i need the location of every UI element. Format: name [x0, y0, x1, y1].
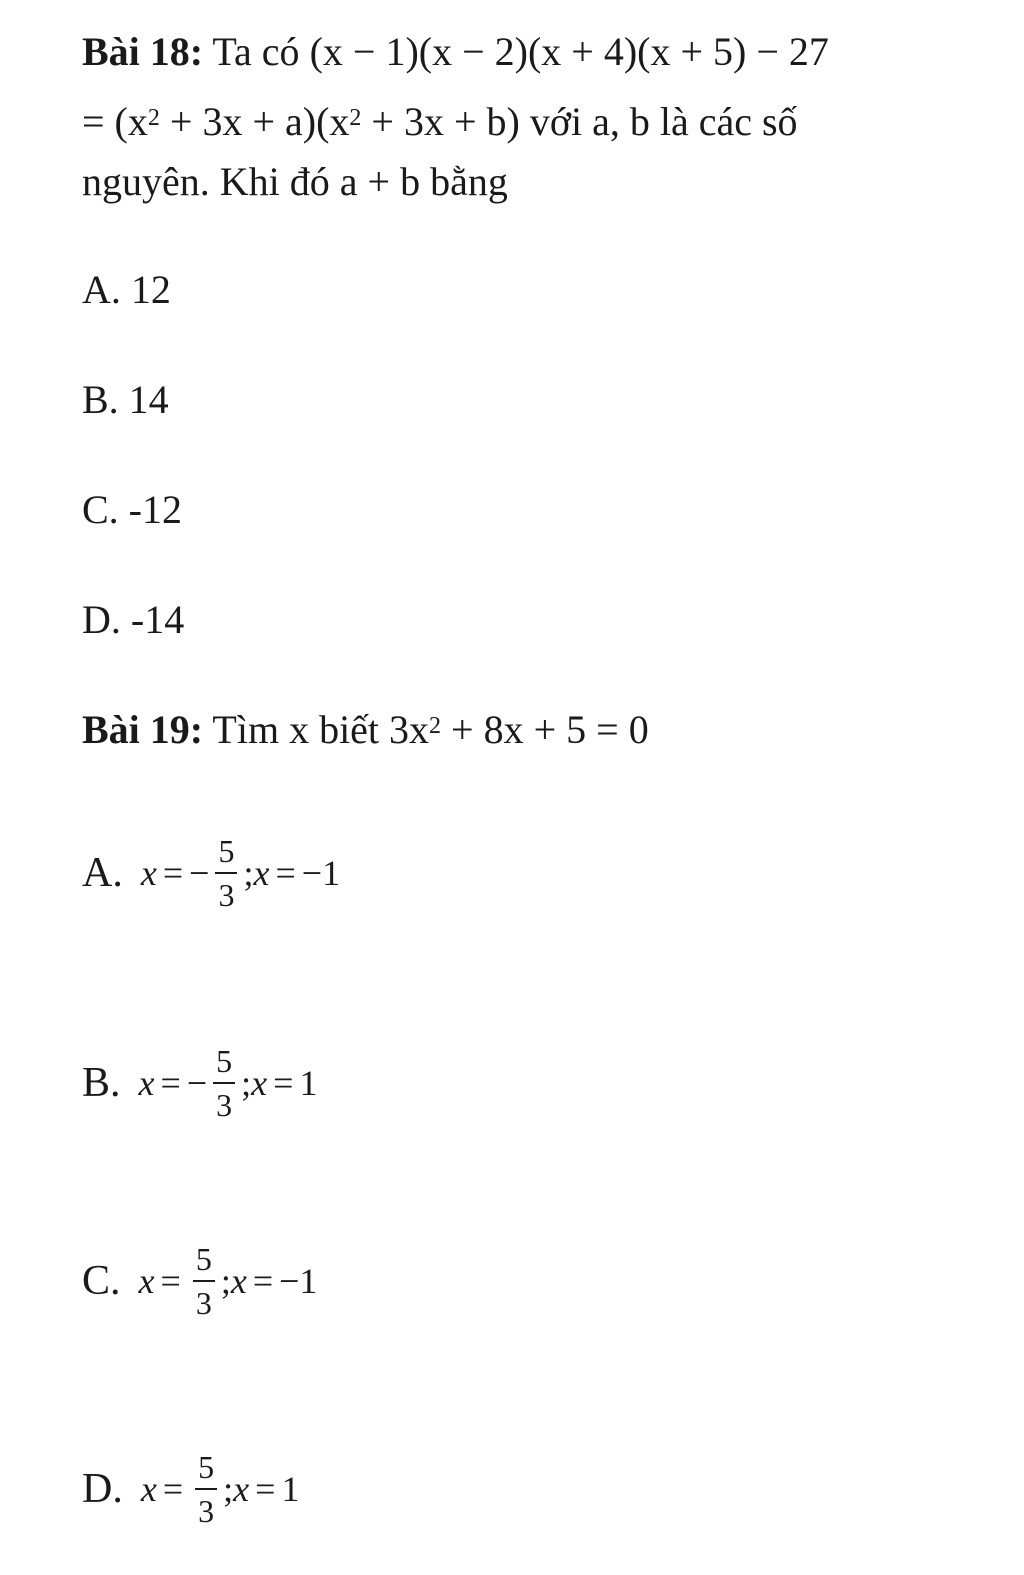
numerator: 5 [198, 1449, 215, 1485]
fraction [215, 834, 237, 912]
q18-sup2: 2 [349, 105, 362, 131]
equals-sign: = [275, 853, 296, 893]
q18-sup1: 2 [147, 105, 160, 131]
q19-eq-start: 3x [389, 707, 430, 752]
fraction [193, 1242, 215, 1320]
equals-sign: = [162, 1469, 184, 1509]
q18-line2 [82, 98, 798, 146]
q18-label: Bài 18: [82, 29, 204, 74]
var-x: x [140, 1469, 157, 1509]
q19-option-d-expr [141, 1450, 300, 1528]
q19-option-b-letter: B. [82, 1060, 121, 1106]
q18-line3 [82, 158, 508, 206]
q18-option-b[interactable]: B. 14 [82, 377, 169, 422]
value: −1 [279, 1261, 318, 1301]
q19-eq-end: + 8x + 5 = 0 [441, 707, 649, 752]
separator: ; [241, 1063, 252, 1103]
q19-line1 [82, 706, 649, 754]
q19-eq-sup: 2 [429, 713, 442, 739]
minus-sign: − [186, 1063, 208, 1103]
q18-line2-start: = (x [82, 99, 148, 144]
q18-line1 [82, 28, 829, 76]
q19-option-c[interactable] [82, 1226, 317, 1336]
equals-sign: = [255, 1469, 276, 1509]
value: 1 [299, 1063, 318, 1103]
equals-sign: = [162, 853, 184, 893]
separator: ; [243, 853, 254, 893]
q19-option-b-expr [139, 1044, 318, 1122]
separator: ; [223, 1469, 234, 1509]
denominator: 3 [195, 1285, 212, 1321]
fraction [213, 1044, 235, 1122]
q19-option-d[interactable] [82, 1434, 299, 1544]
value: 1 [281, 1469, 300, 1509]
q18-intro: Ta có [212, 29, 300, 74]
q18-expression: (x − 1)(x − 2)(x + 4)(x + 5) − 27 [309, 29, 829, 74]
equals-sign: = [273, 1063, 294, 1103]
denominator: 3 [216, 1087, 233, 1123]
q19-option-a[interactable] [82, 818, 340, 928]
q18-line2-end: + 3x + b) với a, b là các số [361, 99, 798, 144]
q19-option-a-letter: A. [82, 850, 123, 896]
q18-option-c[interactable]: C. -12 [82, 487, 182, 532]
q18-line2-mid: + 3x + a)(x [159, 99, 350, 144]
fraction [195, 1450, 217, 1528]
var-x: x [251, 1063, 268, 1103]
numerator: 5 [216, 1043, 233, 1079]
q19-option-a-expr [141, 834, 340, 912]
var-x: x [140, 853, 157, 893]
q18-line3-text: nguyên. Khi đó a + b bằng [82, 159, 508, 204]
numerator: 5 [195, 1241, 212, 1277]
numerator: 5 [218, 833, 235, 869]
q18-option-a[interactable]: A. 12 [82, 267, 171, 312]
q18-option-d[interactable]: D. -14 [82, 597, 185, 642]
separator: ; [220, 1261, 231, 1301]
q19-text: Tìm x biết [212, 707, 380, 752]
equals-sign: = [160, 1261, 181, 1301]
q19-option-b[interactable] [82, 1028, 317, 1138]
q19-option-d-letter: D. [82, 1466, 123, 1512]
equals-sign: = [160, 1063, 181, 1103]
q19-option-c-expr [139, 1242, 318, 1320]
minus-sign: − [189, 853, 210, 893]
denominator: 3 [198, 1493, 215, 1529]
var-x: x [138, 1063, 155, 1103]
q19-option-c-letter: C. [82, 1258, 121, 1304]
value: −1 [301, 853, 341, 893]
var-x: x [138, 1261, 155, 1301]
q19-label: Bài 19: [82, 707, 204, 752]
equals-sign: = [252, 1261, 274, 1301]
denominator: 3 [218, 877, 235, 913]
var-x: x [230, 1261, 247, 1301]
var-x: x [253, 853, 270, 893]
var-x: x [233, 1469, 250, 1509]
